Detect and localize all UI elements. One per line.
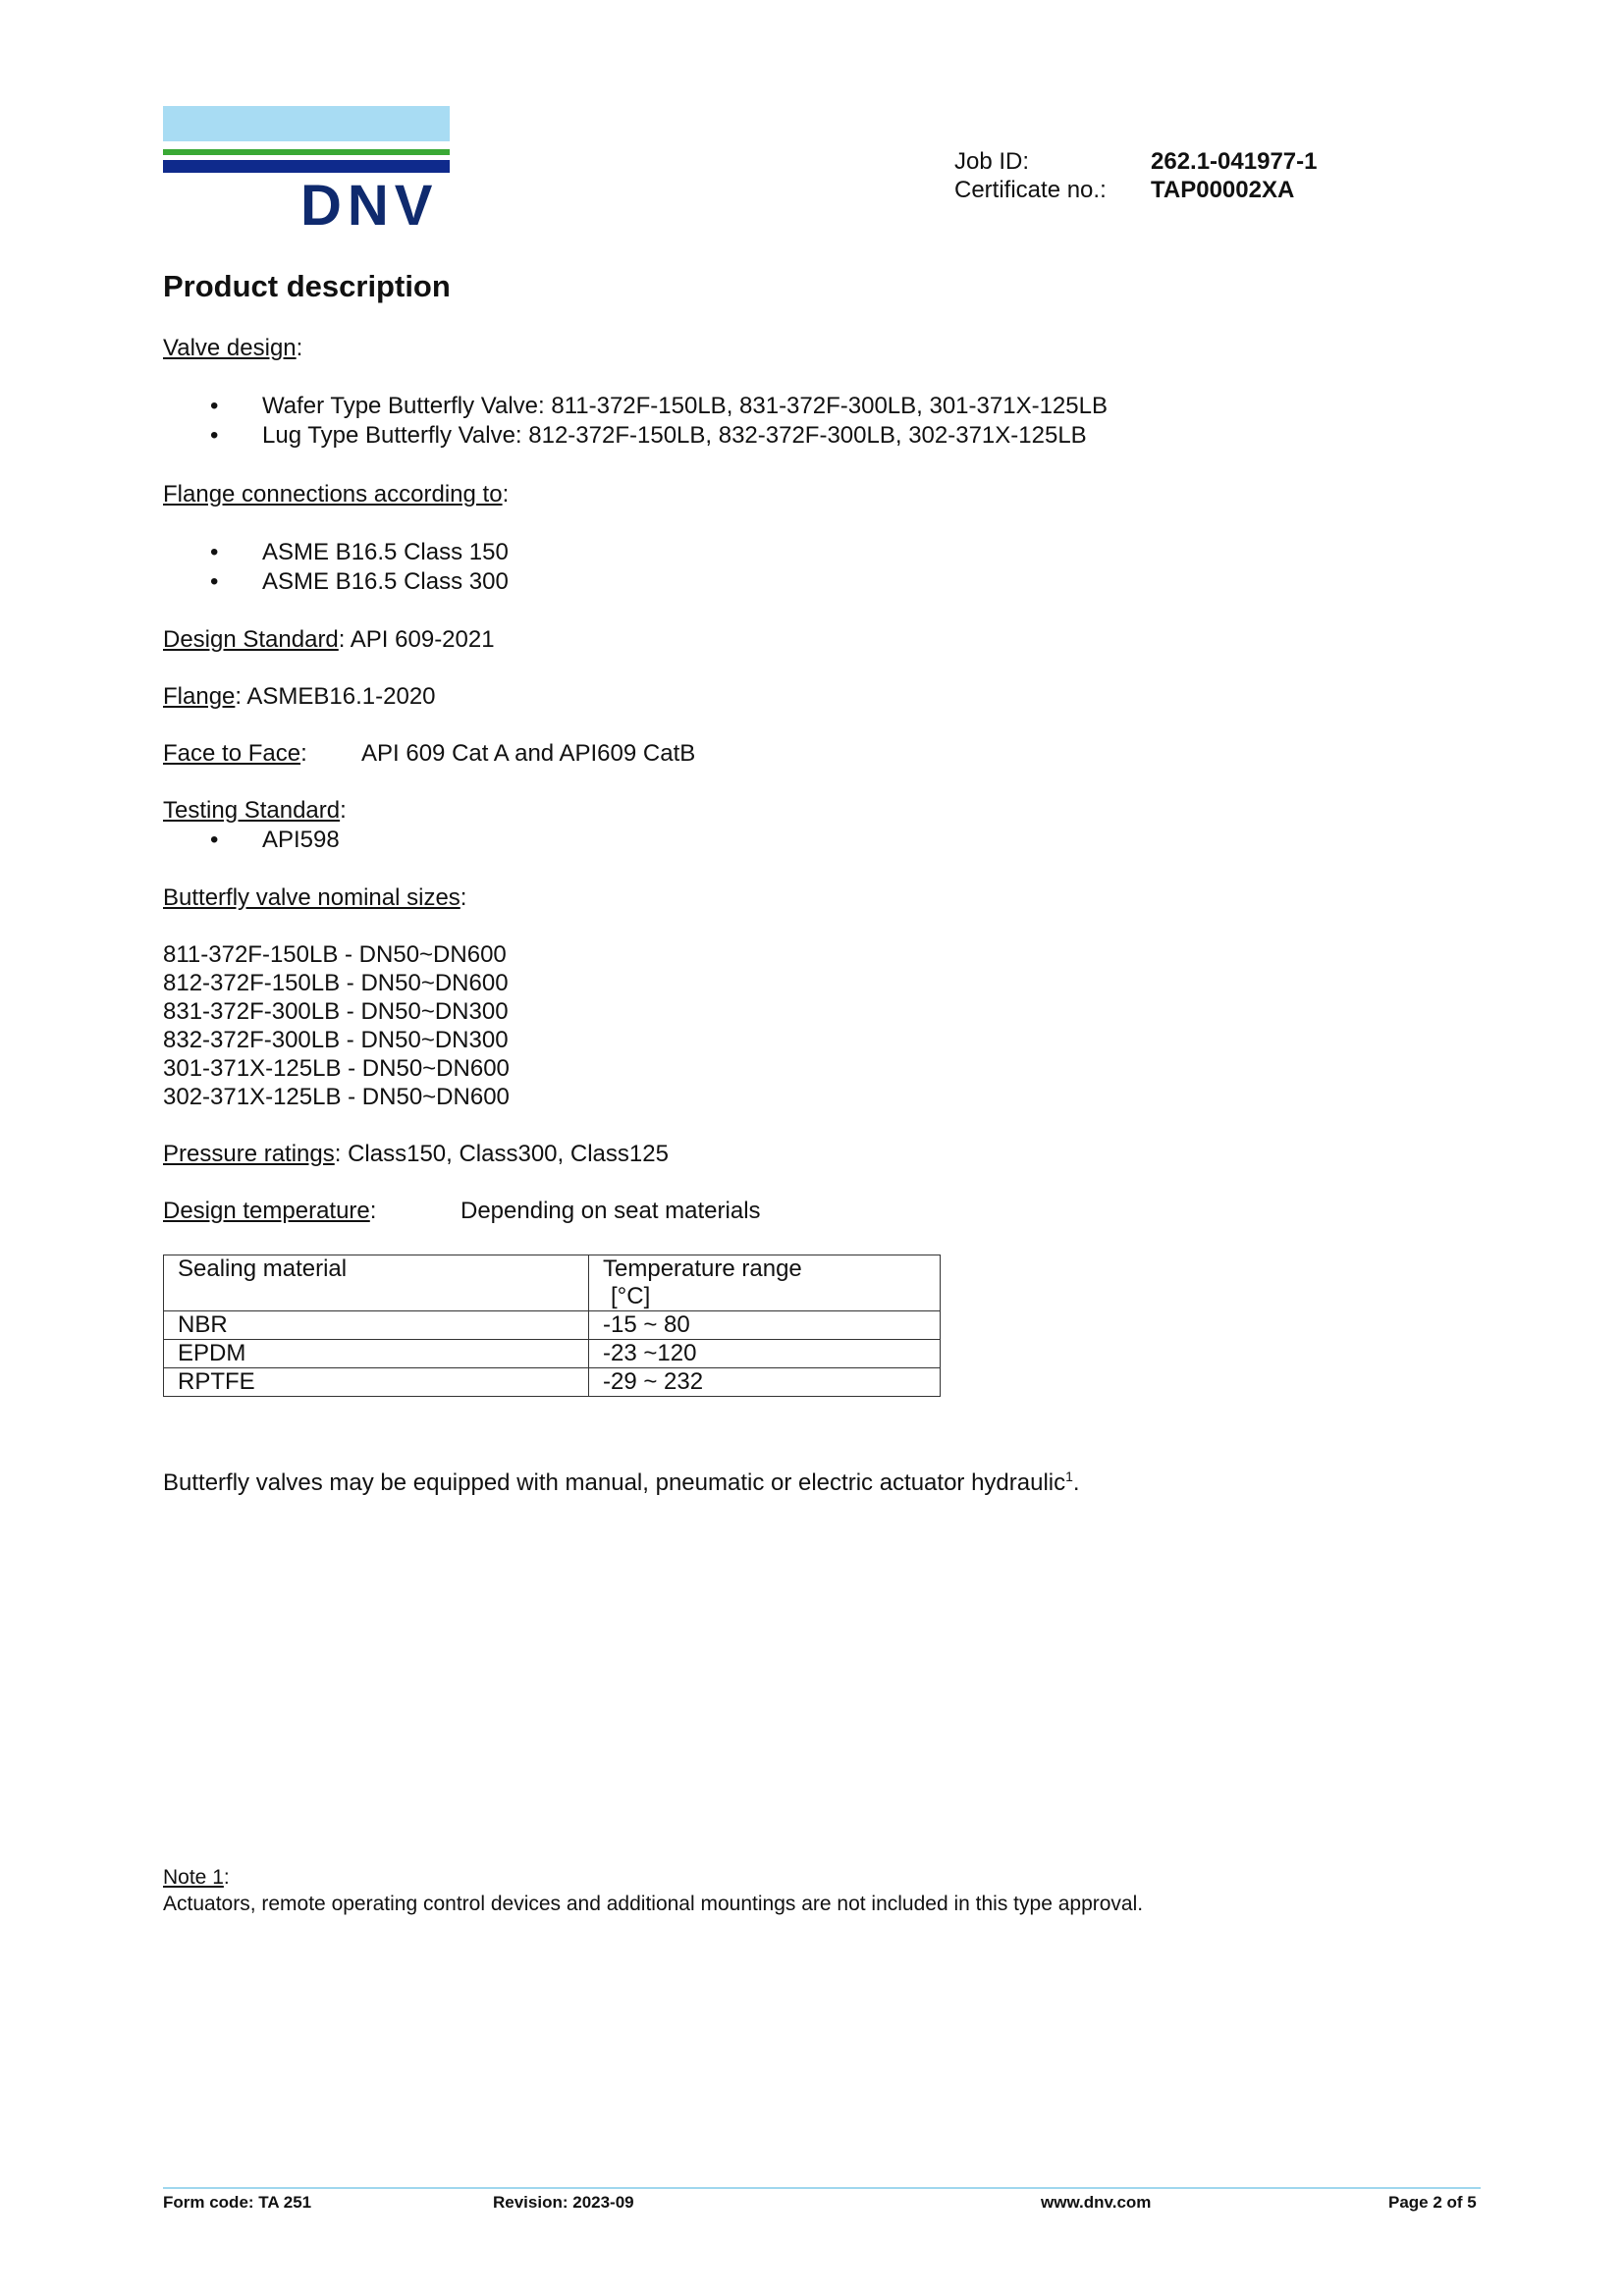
- table-header-row: [164, 1255, 941, 1311]
- list-item: 831-372F-300LB - DN50~DN300: [163, 998, 509, 1025]
- table-cell-material: EPDM: [164, 1340, 589, 1368]
- table-header-range: [589, 1255, 941, 1311]
- table-header-material: Sealing material: [164, 1255, 589, 1311]
- page-title: Product description: [163, 269, 451, 303]
- actuator-text: Butterfly valves may be equipped with manual, pneumatic or electric actuator hydraulic: [163, 1469, 1066, 1496]
- list-item: • ASME B16.5 Class 150: [163, 538, 509, 567]
- pressure-ratings-row: [163, 1140, 669, 1168]
- flange-connections-label: Flange connections according to: [163, 481, 503, 507]
- list-item: • Lug Type Butterfly Valve: 812-372F-150LB, 832-372F-300LB, 302-371X-125LB: [163, 421, 1108, 451]
- nominal-sizes-list: [163, 940, 510, 1111]
- footer-website[interactable]: www.dnv.com: [1041, 2193, 1152, 2212]
- testing-standard-heading: Testing Standard:: [163, 797, 347, 824]
- list-item: 301-371X-125LB - DN50~DN600: [163, 1055, 510, 1082]
- certificate-value: TAP00002XA: [1151, 177, 1295, 203]
- pressure-ratings-label: Pressure ratings: [163, 1141, 335, 1167]
- table-cell-range: -15 ~ 80: [589, 1311, 941, 1340]
- face-to-face-value: API 609 Cat A and API609 CatB: [361, 740, 696, 767]
- list-item: 302-371X-125LB - DN50~DN600: [163, 1084, 510, 1110]
- flange-value: : ASMEB16.1-2020: [235, 683, 436, 710]
- footer-divider: [163, 2187, 1481, 2189]
- footer-page-number: Page 2 of 5: [1388, 2193, 1477, 2212]
- face-to-face-row: Face to Face:: [163, 740, 307, 767]
- table-cell-material: NBR: [164, 1311, 589, 1340]
- job-id-label: Job ID:: [954, 148, 1030, 175]
- footer-revision: Revision: 2023-09: [493, 2193, 634, 2212]
- list-item: 812-372F-150LB - DN50~DN600: [163, 970, 509, 996]
- valve-design-heading: Valve design:: [163, 335, 303, 361]
- design-temperature-row: Design temperature:: [163, 1198, 377, 1224]
- footer-form-code: Form code: TA 251: [163, 2193, 312, 2212]
- table-cell-range: -29 ~ 232: [589, 1368, 941, 1397]
- design-temperature-label: Design temperature: [163, 1198, 370, 1224]
- flange-connections-heading: Flange connections according to:: [163, 481, 510, 507]
- dnv-logo: DNV: [300, 174, 439, 238]
- testing-standard-label: Testing Standard: [163, 797, 341, 824]
- job-id-value: 262.1-041977-1: [1151, 148, 1318, 175]
- valve-design-label: Valve design: [163, 335, 297, 361]
- flange-label: Flange: [163, 683, 236, 710]
- list-item: • Wafer Type Butterfly Valve: 811-372F-150LB, 831-372F-300LB, 301-371X-125LB: [163, 392, 1108, 421]
- table-cell-material: RPTFE: [164, 1368, 589, 1397]
- list-item: • ASME B16.5 Class 300: [163, 567, 509, 597]
- list-item: 832-372F-300LB - DN50~DN300: [163, 1027, 509, 1053]
- design-temperature-value: Depending on seat materials: [460, 1198, 761, 1224]
- logo-bar-light: [163, 106, 450, 141]
- list-item: 811-372F-150LB - DN50~DN600: [163, 941, 507, 968]
- footnote-ref: 1: [1065, 1468, 1073, 1484]
- table-row: [164, 1311, 941, 1340]
- flange-row: [163, 682, 436, 711]
- note-label: Note 1: [163, 1866, 224, 1889]
- testing-standard-list: [163, 826, 340, 855]
- valve-design-list: [163, 392, 1108, 450]
- table-cell-range: -23 ~120: [589, 1340, 941, 1368]
- flange-connections-list: [163, 538, 509, 596]
- face-to-face-label: Face to Face: [163, 740, 301, 767]
- note-heading: Note 1:: [163, 1866, 230, 1889]
- design-standard-row: [163, 625, 495, 654]
- nominal-sizes-heading: Butterfly valve nominal sizes:: [163, 884, 467, 911]
- table-header-range-line1: Temperature range: [603, 1255, 802, 1282]
- pressure-ratings-value: : Class150, Class300, Class125: [334, 1141, 669, 1167]
- table-row: [164, 1368, 941, 1397]
- actuator-paragraph: Butterfly valves may be equipped with manual, pneumatic or electric actuator hydraulic$^1$.: [163, 1468, 1080, 1496]
- certificate-label: Certificate no.:: [954, 177, 1107, 203]
- note-text: Actuators, remote operating control devices and additional mountings are not included in this type approval.: [163, 1893, 1144, 1915]
- design-standard-label: Design Standard: [163, 626, 339, 653]
- logo-bar-blue: [163, 160, 450, 173]
- table-header-range-unit: [°C]: [611, 1283, 651, 1309]
- design-standard-value: : API 609-2021: [338, 626, 495, 653]
- logo-bar-green: [163, 149, 450, 155]
- sealing-table: [163, 1255, 941, 1397]
- table-row: [164, 1340, 941, 1368]
- list-item: • API598: [163, 826, 340, 855]
- nominal-sizes-label: Butterfly valve nominal sizes: [163, 884, 460, 911]
